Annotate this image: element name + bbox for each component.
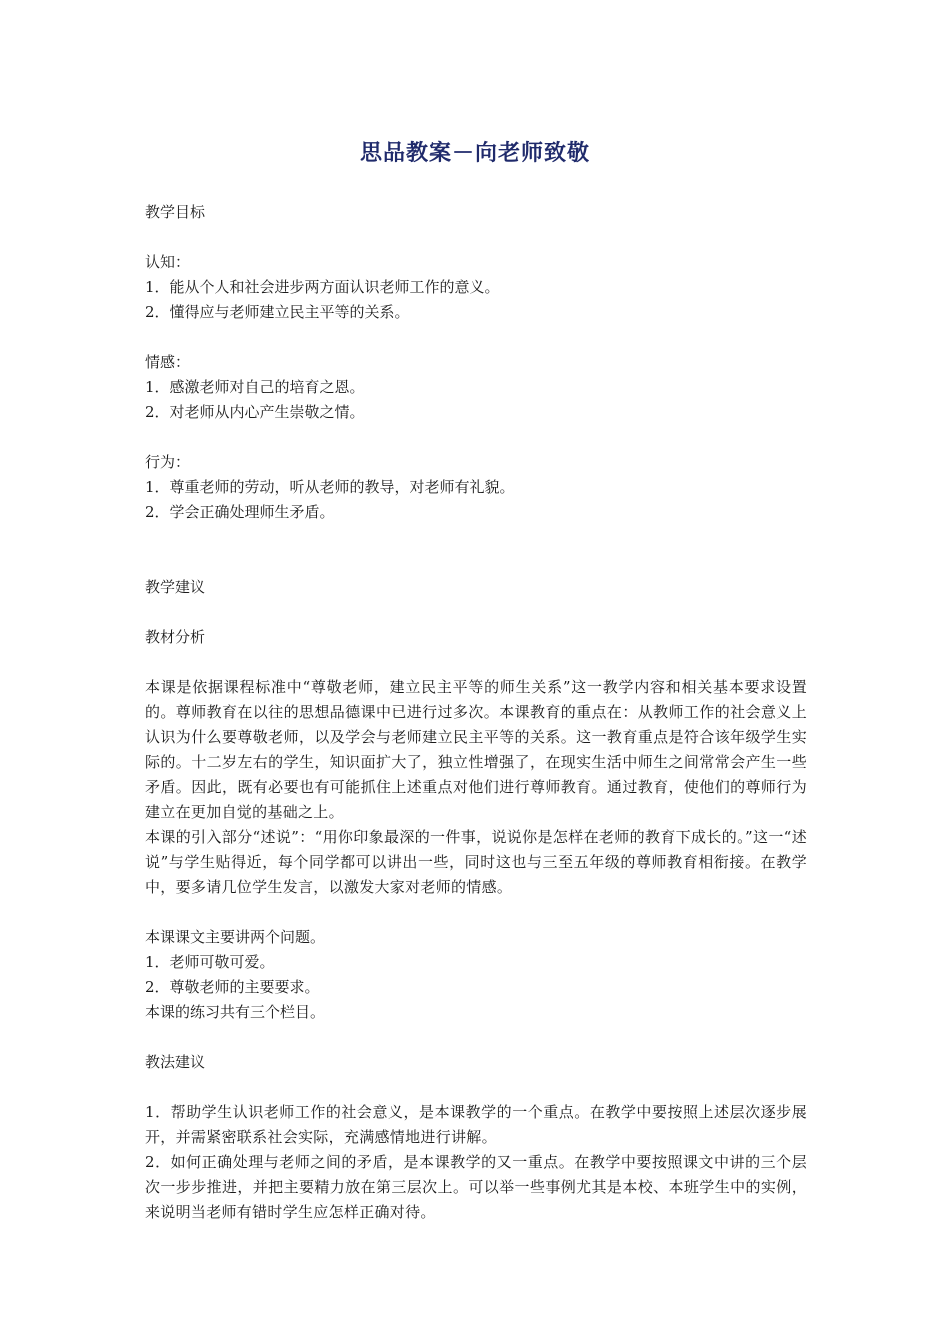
suggestions-heading: 教学建议 bbox=[145, 578, 206, 596]
behavior-item-1: 1．尊重老师的劳动，听从老师的教导，对老师有礼貌。 bbox=[145, 478, 515, 496]
method-item-1: 1．帮助学生认识老师工作的社会意义，是本课教学的一个重点。在教学中要按照上述层次逐步展开，并需紧密联系社会实际，充满感情地进行讲解。 bbox=[145, 1103, 807, 1146]
emotion-item-2: 2．对老师从内心产生崇敬之情。 bbox=[145, 403, 365, 421]
emotion-item-1: 1．感激老师对自己的培育之恩。 bbox=[145, 378, 365, 396]
lesson-intro: 本课课文主要讲两个问题。 bbox=[145, 928, 326, 946]
lesson-item-1: 1．老师可敬可爱。 bbox=[145, 953, 275, 971]
document-body bbox=[145, 200, 807, 1225]
document-title: 思品教案－向老师致敬 bbox=[359, 141, 590, 166]
analysis-paragraph-1: 本课是依据课程标准中“尊敬老师，建立民主平等的师生关系”这一教学内容和相关基本要求设置的。尊师教育在以往的思想品德课中已进行过多次。本课教育的重点在：从教师工作的社会意义上认识为什么要尊敬老师，以及学会与老师建立民主平等的关系。这一教育重点是符合该年级学生实际的。十二岁左右的学生，知识面扩大了，独立性增强了，在现实生活中师生之间常常会产生一些矛盾。因此，既有必要也有可能抓住上述重点对他们进行尊师教育。通过教育，使他们的尊师行为建立在更加自觉的基础之上。 bbox=[145, 678, 807, 821]
method-heading: 教法建议 bbox=[145, 1053, 206, 1071]
cognition-item-2: 2．懂得应与老师建立民主平等的关系。 bbox=[145, 303, 410, 321]
exercise-note: 本课的练习共有三个栏目。 bbox=[145, 1003, 326, 1021]
cognition-item-1: 1．能从个人和社会进步两方面认识老师工作的意义。 bbox=[145, 278, 500, 296]
cognition-label: 认知： bbox=[145, 253, 191, 271]
analysis-paragraph-2: 本课的引入部分“述说”：“用你印象最深的一件事，说说你是怎样在老师的教育下成长的。”这一“述说”与学生贴得近，每个同学都可以讲出一些，同时这也与三至五年级的尊师教育相衔接。在教学中，要多请几位学生发言，以激发大家对老师的情感。 bbox=[145, 828, 807, 896]
method-item-2: 2．如何正确处理与老师之间的矛盾，是本课教学的又一重点。在教学中要按照课文中讲的三个层次一步步推进，并把主要精力放在第三层次上。可以举一些事例尤其是本校、本班学生中的实例，来说明当老师有错时学生应怎样正确对待。 bbox=[145, 1153, 807, 1221]
behavior-item-2: 2．学会正确处理师生矛盾。 bbox=[145, 503, 335, 521]
analysis-heading: 教材分析 bbox=[145, 628, 206, 646]
objectives-heading: 教学目标 bbox=[145, 203, 206, 221]
lesson-item-2: 2．尊敬老师的主要要求。 bbox=[145, 978, 320, 996]
emotion-label: 情感： bbox=[145, 353, 191, 371]
behavior-label: 行为： bbox=[145, 453, 191, 471]
